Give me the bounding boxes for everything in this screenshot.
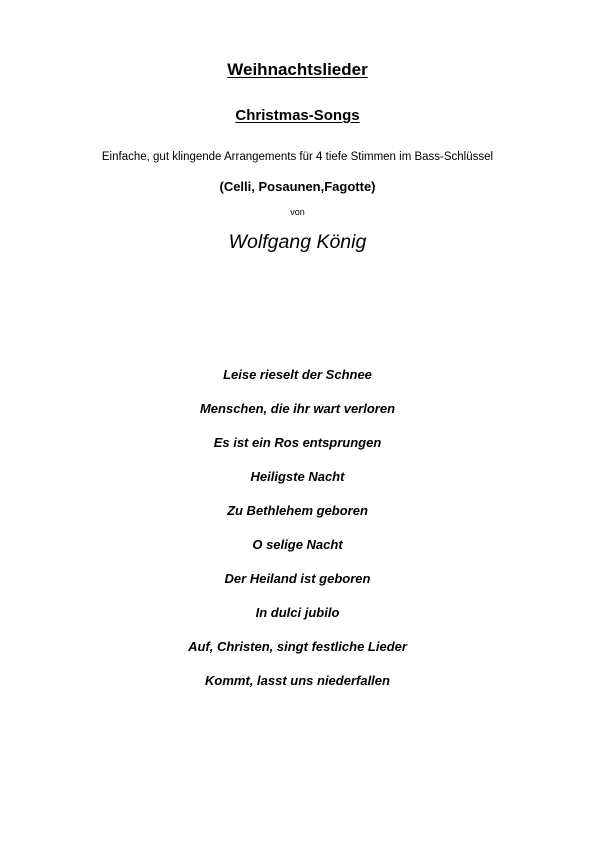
document-subtitle: Christmas-Songs (235, 107, 360, 124)
by-label: von (290, 207, 305, 217)
song-title: Heiligste Nacht (250, 469, 345, 484)
song-title: O selige Nacht (252, 537, 343, 552)
document-title: Weihnachtslieder (227, 60, 368, 79)
song-list (0, 368, 595, 708)
song-title: In dulci jubilo (255, 605, 340, 620)
song-title: Es ist ein Ros entsprungen (213, 435, 382, 450)
arrangement-description: Einfache, gut klingende Arrangements für 4 tiefe Stimmen im Bass-Schlüssel (101, 151, 494, 163)
song-title: Menschen, die ihr wart verloren (199, 401, 396, 416)
song-title: Auf, Christen, singt festliche Lieder (188, 639, 407, 654)
song-title: Der Heiland ist geboren (224, 571, 371, 586)
instrument-list: (Celli, Posaunen,Fagotte) (219, 179, 376, 194)
song-title: Kommt, lasst uns niederfallen (205, 673, 390, 688)
song-title: Zu Bethlehem geboren (227, 503, 368, 518)
author-name: Wolfgang König (228, 231, 367, 253)
song-title: Leise rieselt der Schnee (223, 367, 372, 382)
